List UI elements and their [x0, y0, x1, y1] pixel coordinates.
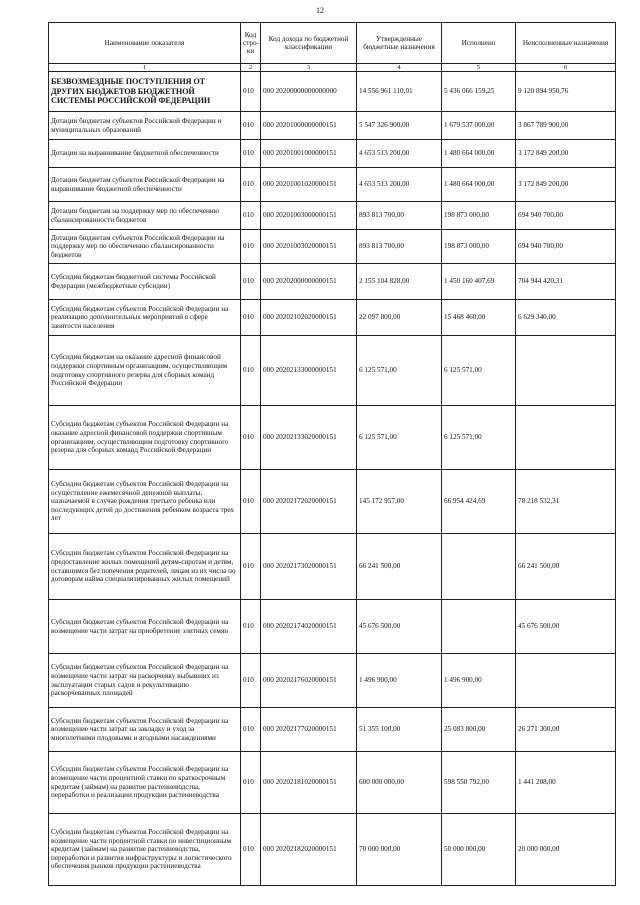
row-name: Субсидии бюджетам бюджетной системы Российской Федерации (межбюджетные субсидии): [49, 264, 241, 300]
table-row: [49, 112, 616, 140]
row-kbk: 000 20201001000000151: [261, 140, 357, 168]
row-unexecuted: [516, 336, 616, 406]
row-executed: [442, 534, 516, 600]
row-unexecuted: 3 172 849 200,00: [516, 168, 616, 202]
page-number: 12: [316, 6, 324, 15]
column-header-code: Код стро- ки: [241, 23, 261, 64]
row-code: 010: [241, 534, 261, 600]
table-row: [49, 814, 616, 886]
row-unexecuted: 1 441 208,00: [516, 752, 616, 814]
row-code: 010: [241, 202, 261, 230]
row-approved: 6 125 571,00: [357, 406, 442, 470]
table-row: [49, 230, 616, 264]
row-executed: 66 954 424,69: [442, 470, 516, 534]
row-name: Субсидии бюджетам субъектов Российской Федерации на оказание адресной финансовой поддержки спортивным организациям, осуществляющим подготовку спортивного резерва для сборных команд Российской Федерации: [49, 406, 241, 470]
row-approved: 66 241 500,00: [357, 534, 442, 600]
row-executed: 1 480 664 000,00: [442, 140, 516, 168]
row-executed: 15 468 460,00: [442, 300, 516, 336]
row-unexecuted: 694 940 700,00: [516, 202, 616, 230]
table-row: [49, 752, 616, 814]
column-header-approved: Утвержденные бюджетные назначения: [357, 23, 442, 64]
row-unexecuted: 20 000 000,00: [516, 814, 616, 886]
row-executed: 1 679 537 000,00: [442, 112, 516, 140]
row-approved: 600 000 000,00: [357, 752, 442, 814]
table-row: [49, 470, 616, 534]
row-name: Субсидии бюджетам субъектов Российской Федерации на возмещение части затрат на закладку и уход за многолетними плодовыми и ягодными насаждениями: [49, 708, 241, 752]
row-kbk: 000 20200000000000000: [261, 72, 357, 112]
row-name: Субсидии бюджетам субъектов Российской Федерации на возмещение части процентной ставки по инвестиционным кредитам (займам) на развитие растениеводства, переработки и развития инфраструктуры и логистического обеспечения рынков продукции растениеводства: [49, 814, 241, 886]
row-kbk: 000 20201003020000151: [261, 230, 357, 264]
row-unexecuted: 6 629 340,00: [516, 300, 616, 336]
column-number: 2: [241, 64, 261, 72]
row-approved: 145 172 957,00: [357, 470, 442, 534]
row-name: Дотации бюджетам субъектов Российской Федерации на поддержку мер по обеспечению сбалансированности бюджетов: [49, 230, 241, 264]
row-code: 010: [241, 168, 261, 202]
row-name: БЕЗВОЗМЕЗДНЫЕ ПОСТУПЛЕНИЯ ОТ ДРУГИХ БЮДЖЕТОВ БЮДЖЕТНОЙ СИСТЕМЫ РОССИЙСКОЙ ФЕДЕРАЦИИ: [49, 72, 241, 112]
row-unexecuted: 26 271 300,00: [516, 708, 616, 752]
row-kbk: 000 20202102020000151: [261, 300, 357, 336]
row-unexecuted: 66 241 500,00: [516, 534, 616, 600]
table-row: [49, 168, 616, 202]
row-executed: 6 125 571,00: [442, 336, 516, 406]
row-unexecuted: 3 172 849 200,00: [516, 140, 616, 168]
table-row: [49, 140, 616, 168]
row-unexecuted: 45 676 500,00: [516, 600, 616, 654]
row-name: Субсидии бюджетам субъектов Российской Федерации на осуществление ежемесячной денежной выплаты, назначаемой в случае рождения третьего ребенка или последующих детей до достижения ребенком возраста трех лет: [49, 470, 241, 534]
row-name: Субсидии бюджетам на оказание адресной финансовой поддержки спортивным организациям, осуществляющим подготовку спортивного резерва для сборных команд Российской Федерации: [49, 336, 241, 406]
row-kbk: 000 20202133020000151: [261, 406, 357, 470]
budget-execution-table: [48, 22, 616, 886]
row-kbk: 000 20202176020000151: [261, 654, 357, 708]
table-row: [49, 708, 616, 752]
row-kbk: 000 20202174020000151: [261, 600, 357, 654]
row-code: 010: [241, 140, 261, 168]
table-row: [49, 336, 616, 406]
row-code: 010: [241, 600, 261, 654]
row-kbk: 000 20202177020000151: [261, 708, 357, 752]
column-number: 6: [516, 64, 616, 72]
row-approved: 5 547 326 900,00: [357, 112, 442, 140]
column-number: 3: [261, 64, 357, 72]
row-code: 010: [241, 72, 261, 112]
row-code: 010: [241, 708, 261, 752]
row-unexecuted: [516, 654, 616, 708]
row-kbk: 000 20202182020000151: [261, 814, 357, 886]
row-approved: 6 125 571,00: [357, 336, 442, 406]
column-header-name: Наименование показателя: [49, 23, 241, 64]
row-executed: 198 873 000,00: [442, 202, 516, 230]
row-name: Дотации бюджетам на поддержку мер по обеспечению сбалансированности бюджетов: [49, 202, 241, 230]
row-code: 010: [241, 336, 261, 406]
row-approved: 893 813 700,00: [357, 230, 442, 264]
table-row: [49, 72, 616, 112]
column-header-executed: Исполнено: [442, 23, 516, 64]
row-executed: 1 480 664 000,00: [442, 168, 516, 202]
row-approved: 51 355 100,00: [357, 708, 442, 752]
row-kbk: 000 20202000000000151: [261, 264, 357, 300]
column-number: 5: [442, 64, 516, 72]
row-kbk: 000 20202181020000151: [261, 752, 357, 814]
table-row: [49, 534, 616, 600]
column-header-unexecuted: Неисполненные назначения: [516, 23, 616, 64]
row-kbk: 000 20201003000000151: [261, 202, 357, 230]
row-code: 010: [241, 406, 261, 470]
column-header-kbk: Код дохода по бюджетной классификации: [261, 23, 357, 64]
row-name: Дотации на выравнивание бюджетной обеспеченности: [49, 140, 241, 168]
row-unexecuted: 694 940 700,00: [516, 230, 616, 264]
row-unexecuted: [516, 406, 616, 470]
row-code: 010: [241, 814, 261, 886]
row-kbk: 000 20201001020000151: [261, 168, 357, 202]
row-name: Субсидии бюджетам субъектов Российской Федерации на возмещение части процентной ставки по краткосрочным кредитам (займам) на развитие растениеводства, переработки и реализации продукции растениеводства: [49, 752, 241, 814]
row-approved: 4 653 513 200,00: [357, 168, 442, 202]
table-row: [49, 406, 616, 470]
row-executed: 5 436 066 159,25: [442, 72, 516, 112]
row-name: Субсидии бюджетам субъектов Российской Федерации на возмещение части затрат на приобретение элитных семян: [49, 600, 241, 654]
row-approved: 893 813 700,00: [357, 202, 442, 230]
table-row: [49, 202, 616, 230]
row-executed: 25 083 800,00: [442, 708, 516, 752]
row-executed: 6 125 571,00: [442, 406, 516, 470]
row-code: 010: [241, 264, 261, 300]
row-approved: 4 653 513 200,00: [357, 140, 442, 168]
row-code: 010: [241, 470, 261, 534]
row-approved: 22 097 800,00: [357, 300, 442, 336]
table-row: [49, 300, 616, 336]
column-number: 1: [49, 64, 241, 72]
row-unexecuted: 3 867 789 900,00: [516, 112, 616, 140]
row-approved: 70 000 000,00: [357, 814, 442, 886]
row-executed: 598 558 792,00: [442, 752, 516, 814]
row-unexecuted: 9 120 894 950,76: [516, 72, 616, 112]
row-unexecuted: 78 218 532,31: [516, 470, 616, 534]
row-code: 010: [241, 300, 261, 336]
table-row: [49, 264, 616, 300]
table-header-row: [49, 23, 616, 64]
row-kbk: 000 20202173020000151: [261, 534, 357, 600]
row-name: Дотации бюджетам субъектов Российской Федерации на выравнивание бюджетной обеспеченности: [49, 168, 241, 202]
table-row: [49, 654, 616, 708]
column-number-row: [49, 64, 616, 72]
row-kbk: 000 20202133000000151: [261, 336, 357, 406]
row-code: 010: [241, 752, 261, 814]
row-code: 010: [241, 654, 261, 708]
row-name: Субсидии бюджетам субъектов Российской Федерации на реализацию дополнительных мероприятий в сфере занятости населения: [49, 300, 241, 336]
row-name: Дотации бюджетам субъектов Российской Федерации и муниципальных образований: [49, 112, 241, 140]
row-unexecuted: 704 944 420,31: [516, 264, 616, 300]
column-number: 4: [357, 64, 442, 72]
row-executed: 1 496 900,00: [442, 654, 516, 708]
row-approved: 14 556 961 110,01: [357, 72, 442, 112]
row-name: Субсидии бюджетам субъектов Российской Федерации на предоставление жилых помещений детям-сиротам и детям, оставшимся без попечения родителей, лицам из их числа по договорам найма специализированных жилых помещений: [49, 534, 241, 600]
row-executed: 198 873 000,00: [442, 230, 516, 264]
table-row: [49, 600, 616, 654]
row-executed: [442, 600, 516, 654]
row-name: Субсидии бюджетам субъектов Российской Федерации на возмещение части затрат на раскорчевку выбывших из эксплуатации старых садов и рекультивацию раскорчеванных площадей: [49, 654, 241, 708]
row-code: 010: [241, 230, 261, 264]
row-approved: 45 676 500,00: [357, 600, 442, 654]
row-approved: 1 496 900,00: [357, 654, 442, 708]
row-kbk: 000 20202172020000151: [261, 470, 357, 534]
row-executed: 50 000 000,00: [442, 814, 516, 886]
row-approved: 2 155 104 828,00: [357, 264, 442, 300]
table-body: [49, 72, 616, 886]
row-kbk: 000 20201000000000151: [261, 112, 357, 140]
row-executed: 1 450 160 407,69: [442, 264, 516, 300]
row-code: 010: [241, 112, 261, 140]
